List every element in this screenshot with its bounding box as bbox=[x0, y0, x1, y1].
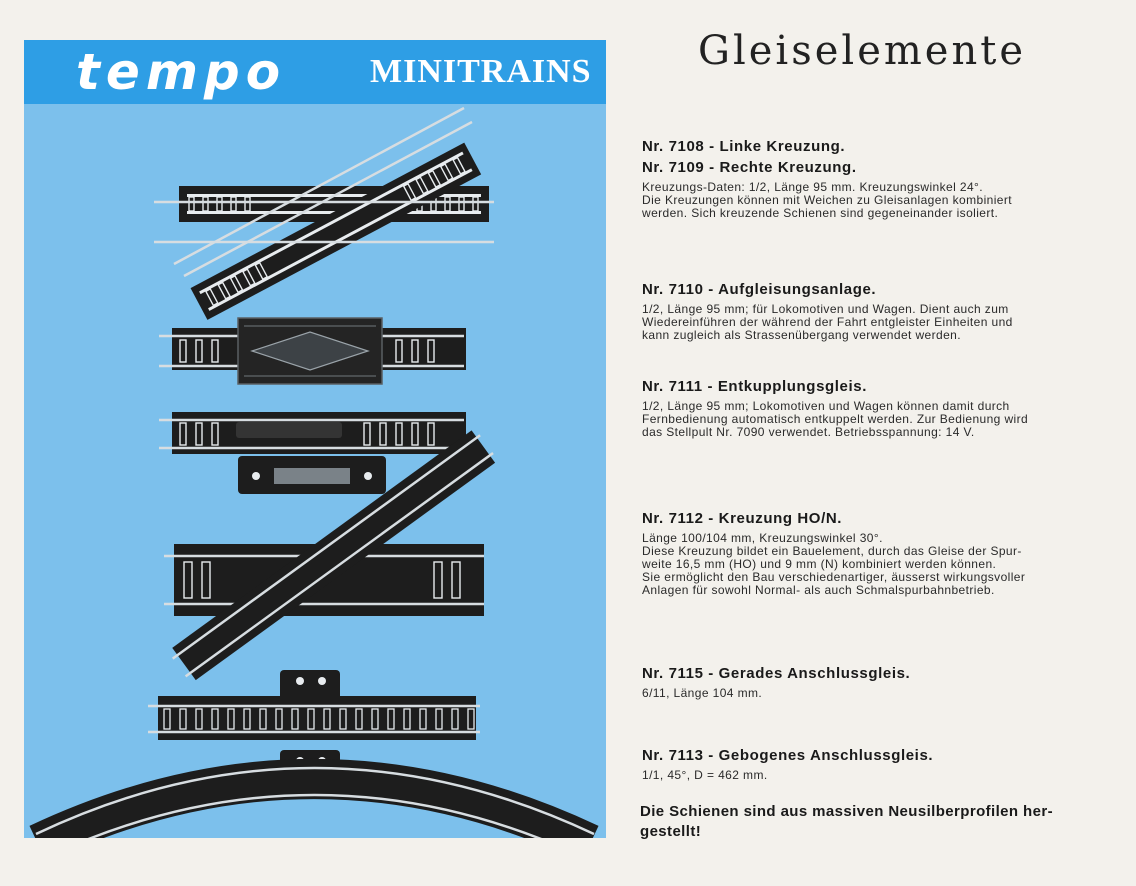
description-line: Die Kreuzungen können mit Weichen zu Gleisanlagen kombiniert bbox=[642, 193, 1012, 207]
description-line: Länge 100/104 mm, Kreuzungswinkel 30°. bbox=[642, 531, 883, 545]
description-line: Wiedereinführen der während der Fahrt entgleister Einheiten und bbox=[642, 315, 1013, 329]
description-line: Diese Kreuzung bildet ein Bauelement, durch das Gleise der Spur- bbox=[642, 544, 1022, 558]
description-line: 1/2, Länge 95 mm; für Lokomotiven und Wagen. Dient auch zum bbox=[642, 302, 1009, 316]
description-line: weite 16,5 mm (HO) und 9 mm (N) kombiniert werden können. bbox=[642, 557, 997, 571]
entry-title: Nr. 7109 - Rechte Kreuzung. bbox=[642, 159, 857, 176]
entry-description bbox=[642, 400, 1097, 439]
entry-7108-7109 bbox=[642, 136, 1097, 220]
entry-title: Nr. 7115 - Gerades Anschlussgleis. bbox=[642, 665, 911, 682]
track-drawing bbox=[24, 104, 606, 838]
description-line: das Stellpult Nr. 7090 verwendet. Betriebsspannung: 14 V. bbox=[642, 425, 975, 439]
entry-description bbox=[642, 769, 1097, 782]
entry-title: Nr. 7113 - Gebogenes Anschlussgleis. bbox=[642, 747, 934, 764]
track-crossing-24deg bbox=[154, 108, 494, 320]
entry-7112 bbox=[642, 508, 1097, 597]
page-title: Gleiselemente bbox=[698, 28, 1026, 74]
brand-header bbox=[24, 40, 606, 104]
entry-title: Nr. 7108 - Linke Kreuzung. bbox=[642, 138, 846, 155]
description-line: werden. Sich kreuzende Schienen sind gegeneinander isoliert. bbox=[642, 206, 999, 220]
entry-description bbox=[642, 181, 1097, 220]
description-line: Sie ermöglicht den Bau verschiedenartiger, äusserst wirkungsvoller bbox=[642, 570, 1026, 584]
track-rerailer bbox=[159, 318, 466, 384]
description-line: Fernbedienung automatisch entkuppelt werden. Zur Bedienung wird bbox=[642, 412, 1029, 426]
entry-description bbox=[642, 532, 1097, 597]
entry-7110 bbox=[642, 279, 1097, 342]
description-line: 1/1, 45°, D = 462 mm. bbox=[642, 768, 768, 782]
product-illustration-panel bbox=[24, 40, 606, 838]
entry-title: Nr. 7110 - Aufgleisungsanlage. bbox=[642, 281, 877, 298]
description-line: 1/2, Länge 95 mm; Lokomotiven und Wagen können damit durch bbox=[642, 399, 1010, 413]
track-curved-siding bbox=[36, 750, 594, 838]
description-line: kann zugleich als Strassenübergang verwendet werden. bbox=[642, 328, 961, 342]
sub-brand-logo: MINITRAINS bbox=[370, 53, 592, 90]
material-note: Die Schienen sind aus massiven Neusilberprofilen her- gestellt! bbox=[640, 803, 1053, 840]
entry-7111 bbox=[642, 376, 1097, 439]
description-line: 6/11, Länge 104 mm. bbox=[642, 686, 763, 700]
entry-7113 bbox=[642, 745, 1097, 782]
entry-title: Nr. 7111 - Entkupplungsgleis. bbox=[642, 378, 867, 395]
track-straight-siding bbox=[148, 670, 480, 740]
brand-logo: tempo bbox=[76, 43, 287, 101]
description-line: Anlagen für sowohl Normal- als auch Schmalspurbahnbetrieb. bbox=[642, 583, 995, 597]
entry-description bbox=[642, 303, 1097, 342]
entry-description bbox=[642, 687, 1097, 700]
entry-7115 bbox=[642, 663, 1097, 700]
description-line: Kreuzungs-Daten: 1/2, Länge 95 mm. Kreuzungswinkel 24°. bbox=[642, 180, 983, 194]
entry-title: Nr. 7112 - Kreuzung HO/N. bbox=[642, 510, 843, 527]
